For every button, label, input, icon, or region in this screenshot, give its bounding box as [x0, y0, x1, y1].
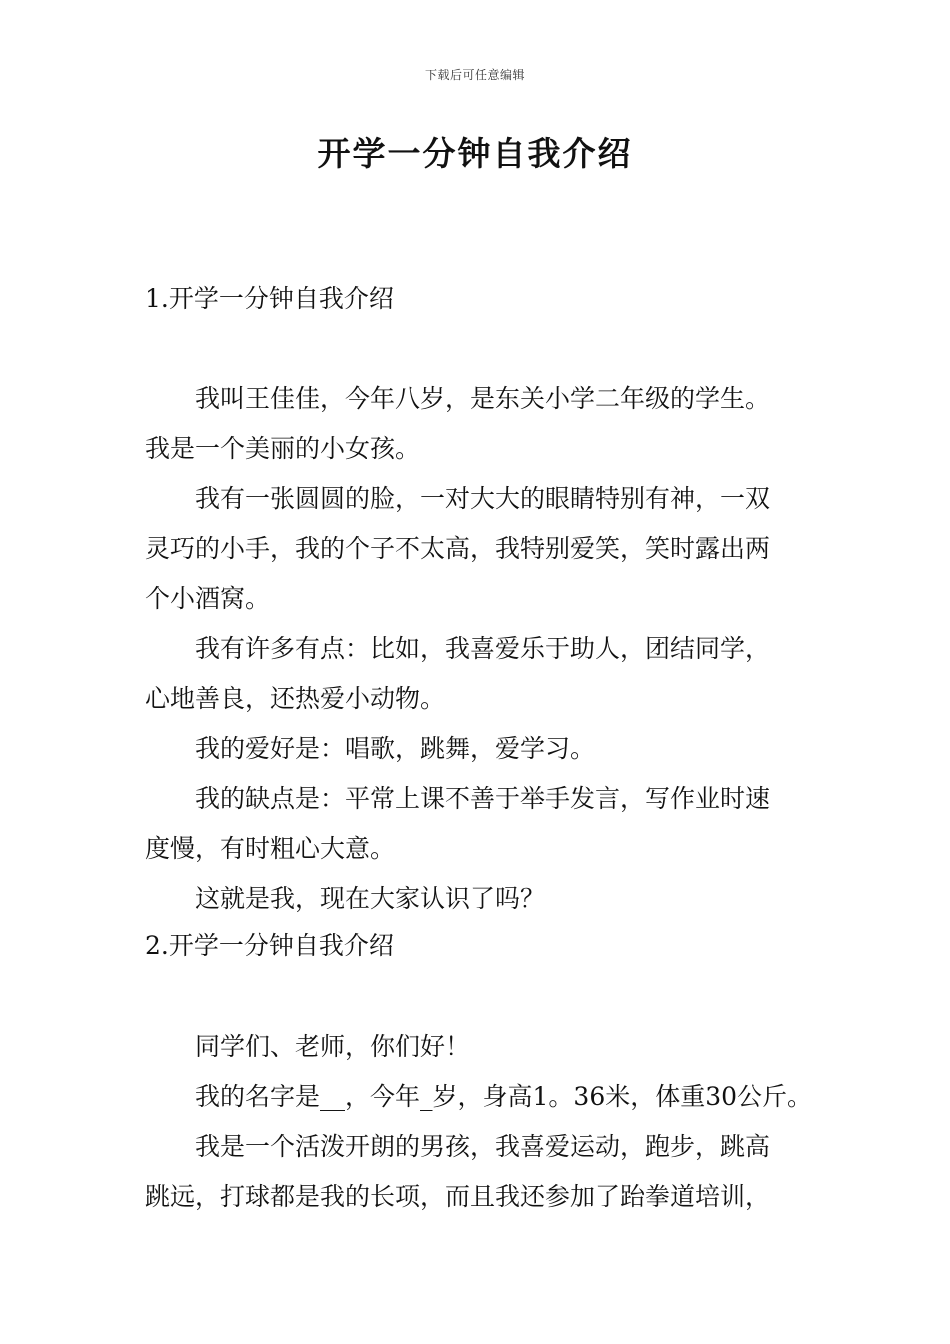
paragraph-line: 我的缺点是：平常上课不善于举手发言，写作业时速 — [195, 784, 771, 813]
paragraph-line: 我是一个活泼开朗的男孩，我喜爱运动，跑步，跳高 — [195, 1132, 771, 1161]
paragraph-line: 我有一张圆圆的脸，一对大大的眼睛特别有神，一双 — [195, 484, 771, 513]
document-title: 开学一分钟自我介绍 — [317, 134, 633, 173]
paragraph-line: 跳远，打球都是我的长项，而且我还参加了跆拳道培训， — [145, 1182, 771, 1211]
paragraph-line: 心地善良，还热爱小动物。 — [145, 684, 446, 713]
paragraph-2-3 — [145, 1122, 825, 1222]
section-heading-2: 2.开学一分钟自我介绍 — [145, 931, 394, 960]
paragraph-line: 灵巧的小手，我的个子不太高，我特别爱笑，笑时露出两 — [145, 534, 771, 563]
paragraph-1-1 — [145, 374, 825, 474]
paragraph-1-4 — [145, 724, 825, 774]
paragraph-1-2 — [145, 474, 825, 624]
paragraph-1-3 — [145, 624, 825, 724]
paragraph-line: 个小酒窝。 — [145, 584, 271, 613]
paragraph-1-5 — [145, 774, 825, 874]
paragraph-2-2 — [145, 1072, 825, 1122]
paragraph-1-6 — [145, 874, 825, 924]
paragraph-2-1 — [145, 1022, 825, 1072]
paragraph-line: 我叫王佳佳，今年八岁，是东关小学二年级的学生。 — [195, 384, 771, 413]
paragraph-line: 同学们、老师，你们好！ — [195, 1032, 471, 1061]
paragraph-line: 我是一个美丽的小女孩。 — [145, 434, 421, 463]
paragraph-line: 度慢，有时粗心大意。 — [145, 834, 396, 863]
header-note: 下载后可任意编辑 — [424, 68, 525, 82]
paragraph-line: 这就是我，现在大家认识了吗？ — [195, 884, 546, 913]
paragraph-line: 我的名字是__，今年_岁，身高1。36米，体重30公斤。 — [195, 1082, 813, 1111]
paragraph-line: 我有许多有点：比如，我喜爱乐于助人，团结同学， — [195, 634, 771, 663]
section-heading-1: 1.开学一分钟自我介绍 — [145, 284, 394, 313]
paragraph-line: 我的爱好是：唱歌，跳舞，爱学习。 — [195, 734, 596, 763]
